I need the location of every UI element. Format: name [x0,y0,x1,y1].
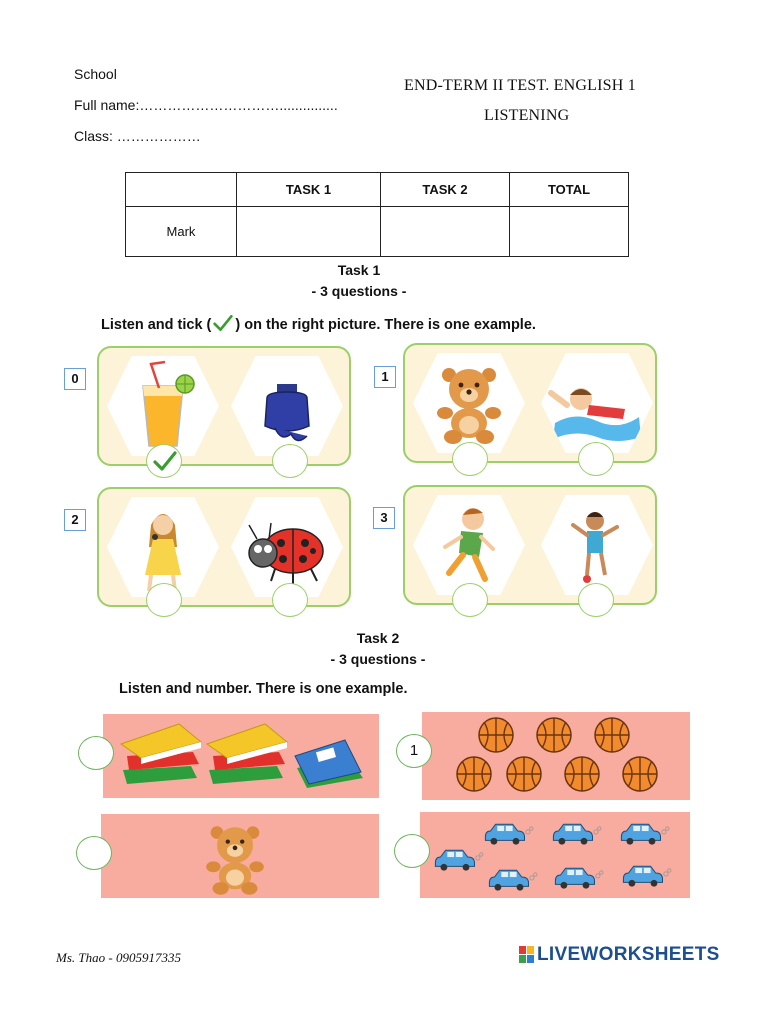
answer-circle-0a[interactable] [146,444,182,478]
jumping-boy-icon [541,495,653,595]
mark-cell-task2[interactable] [381,207,510,257]
task2-answer-teddy-bear[interactable] [76,836,112,870]
liveworksheets-brand: LIVEWORKSHEETS [537,944,720,965]
answer-circle-1b[interactable] [578,442,614,476]
task2-strip-basketballs [422,712,690,800]
answer-circle-1a[interactable] [452,442,488,476]
picture-frame [413,353,525,453]
mark-row-label: Mark [126,207,237,257]
task1-subtitle: - 3 questions - [311,283,407,299]
task2-strip-books [103,714,379,798]
answer-circle-0b[interactable] [272,444,308,478]
tick-icon [211,313,235,331]
class-field[interactable]: Class: ……………… [74,128,201,144]
juice-icon [107,356,219,456]
task1-number-1: 1 [374,366,396,388]
singing-girl-icon [107,497,219,597]
basketballs-icon [422,712,690,800]
mark-table [125,172,629,257]
task1-title: Task 1 [337,262,381,278]
mark-table-header-total: TOTAL [510,173,629,207]
task1-instruction-start: Listen and tick ( [101,317,212,333]
task2-strip-teddy-bear [101,814,379,898]
school-label: School [74,66,117,82]
task1-number-2: 2 [64,509,86,531]
picture-frame [541,353,653,453]
task1-card-1 [403,343,657,463]
full-name-field[interactable]: Full name:…………………………............... [74,97,338,113]
task1-card-2 [97,487,351,607]
running-boy-icon [413,495,525,595]
picture-frame [107,356,219,456]
books-icon [103,714,379,798]
task2-title: Task 2 [356,630,400,646]
task1-card-0 [97,346,351,466]
task2-instruction: Listen and number. There is one example. [119,681,408,697]
teddy-bear-icon [413,353,525,453]
answer-circle-3a[interactable] [452,583,488,617]
author-credit: Ms. Thao - 0905917335 [56,950,181,965]
task2-strip-cars [420,812,690,898]
answer-circle-3b[interactable] [578,583,614,617]
ink-bottle-icon [231,356,343,456]
liveworksheets-logo-icon [519,946,535,964]
swimming-boy-icon [541,353,653,453]
tick-icon [152,449,178,473]
cars-icon [420,812,690,898]
task2-answer-books[interactable] [78,736,114,770]
picture-frame [231,356,343,456]
mark-cell-task1[interactable] [237,207,381,257]
picture-frame [413,495,525,595]
task2-answer-basketballs[interactable]: 1 [396,734,432,768]
task1-instruction-end: ) on the right picture. There is one example. [235,317,536,333]
mark-table-corner [126,173,237,207]
task1-card-3 [403,485,657,605]
task2-subtitle: - 3 questions - [330,651,426,667]
picture-frame [107,497,219,597]
test-title: END-TERM II TEST. ENGLISH 1 [404,77,636,94]
answer-circle-2a[interactable] [146,583,182,617]
task1-number-0: 0 [64,368,86,390]
mark-cell-total[interactable] [510,207,629,257]
picture-frame [231,497,343,597]
section-title: LISTENING [484,107,570,124]
answer-circle-2b[interactable] [272,583,308,617]
mark-table-header-task2: TASK 2 [381,173,510,207]
task1-instruction [101,313,536,333]
teddy-bear-icon [101,814,379,898]
ladybird-icon [231,497,343,597]
picture-frame [541,495,653,595]
task1-number-3: 3 [373,507,395,529]
task2-answer-cars[interactable] [394,834,430,868]
mark-table-header-task1: TASK 1 [237,173,381,207]
